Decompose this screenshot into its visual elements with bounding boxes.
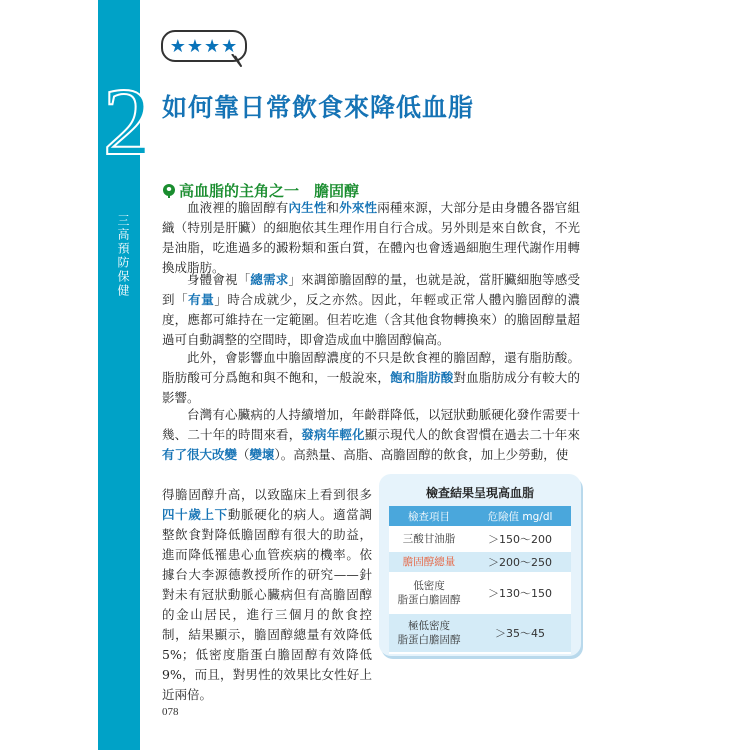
paragraph-3 xyxy=(162,348,580,408)
table-cell-item: 三酸甘油脂 xyxy=(389,527,469,551)
table-cell-value: ＞130～150 xyxy=(469,573,571,613)
sidebar-label: 三高預防保健 xyxy=(116,214,130,298)
difficulty-stars: ★★★★ xyxy=(161,30,247,62)
chapter-number: 2 xyxy=(103,68,151,175)
table-cell-item: 極低密度 脂蛋白膽固醇 xyxy=(389,613,469,653)
speech-bubble-tail-icon xyxy=(231,54,243,68)
text-run: 血液裡的膽固醇有 xyxy=(187,200,289,215)
table-row xyxy=(389,573,571,613)
table-cell-item: 低密度 脂蛋白膽固醇 xyxy=(389,573,469,613)
text-run: 動脈硬化的病人。適當調整飲食對降低膽固醇有很大的助益，進而降低罹患心血管疾病的機率。依據台大李源德教授所作的研究——針對未有冠狀動脈心臟病但有高膽固醇的金山居民，進行三個月的飲食控制，結果顯示，膽固醇總量有效降低5%；低密度脂蛋白膽固醇有效降低9%，而且，對男性的效果比女性好上近兩倍。 xyxy=(162,507,372,702)
table-body xyxy=(389,527,571,653)
highlight-text: 變壞 xyxy=(249,447,275,462)
paragraph-1 xyxy=(162,198,580,278)
table-row xyxy=(389,527,571,551)
table-title: 檢查結果呈現高血脂 xyxy=(425,486,534,500)
section-heading-text: 高血脂的主角之一 膽固醇 xyxy=(179,182,360,200)
text-run: ）。高熱量、高脂、高膽固醇的飲食，加上少勞動，使 xyxy=(274,447,569,462)
highlight-text: 內生性 xyxy=(288,200,327,215)
text-run: 」來調節膽固醇的量，也就是說，當肝臟細胞等感受到「 xyxy=(162,272,580,307)
result-table-card xyxy=(379,474,581,656)
tree-icon xyxy=(162,184,176,198)
highlight-text: 有量 xyxy=(188,292,215,307)
text-run: 得膽固醇升高，以致臨床上看到很多 xyxy=(162,487,372,502)
page-title: 如何靠日常飲食來降低血脂 xyxy=(162,93,475,122)
table-header: 檢查項目 xyxy=(389,506,469,527)
paragraph-2 xyxy=(162,270,580,350)
highlight-text: 發病年輕化 xyxy=(301,427,365,442)
table-row xyxy=(389,551,571,573)
text-run: 和 xyxy=(326,200,340,215)
text-run: 顯示現代人的飲食習慣在過去二十年來 xyxy=(364,427,580,442)
text-run: 對血脂肪成分有較大的影響。 xyxy=(162,370,580,405)
highlight-text: 飽和脂肪酸 xyxy=(390,370,454,385)
table-cell-item: 膽固醇總量 xyxy=(389,551,469,573)
paragraph-5 xyxy=(162,485,372,705)
highlight-text: 總需求 xyxy=(250,272,289,287)
text-run: 」時合成就少，反之亦然。因此，年輕或正常人體內膽固醇的濃度，應都可維持在一定範圍。但若吃進（含其他食物轉換來）的膽固醇量超過可自動調整的空間時，即會造成血中膽固醇偏高。 xyxy=(162,292,580,347)
table-header: 危險值 mg/dl xyxy=(469,506,571,527)
table-header-row xyxy=(389,506,571,527)
table-cell-value: ＞150～200 xyxy=(469,527,571,551)
text-run: 此外，會影響血中膽固醇濃度的不只是飲食裡的膽固醇，還有脂肪酸。脂肪酸可分爲飽和與不飽和，一般說來， xyxy=(162,350,580,385)
text-run: （ xyxy=(237,447,250,462)
table-cell-value: ＞35～45 xyxy=(469,613,571,653)
text-run: 身體會視「 xyxy=(187,272,251,287)
highlight-text: 外來性 xyxy=(339,200,378,215)
text-run: 兩種來源，大部分是由身體各器官組織（特別是肝臟）的細胞依其生理作用自行合成。另外則是來自飲食，不光是油脂，吃進過多的澱粉類和蛋白質，在體內也會透過細胞生理代謝作用轉換成脂肪。 xyxy=(162,200,580,275)
highlight-text: 有了很大改變 xyxy=(162,447,238,462)
paragraph-4 xyxy=(162,405,580,465)
table-row xyxy=(389,613,571,653)
page-number: 078 xyxy=(162,706,179,718)
table-cell-value: ＞200～250 xyxy=(469,551,571,573)
highlight-text: 四十歲上下 xyxy=(162,507,228,522)
text-run: 台灣有心臟病的人持續增加，年齡群降低，以冠狀動脈硬化發作需要十幾、二十年的時間來看， xyxy=(162,407,580,442)
result-table xyxy=(389,506,571,654)
